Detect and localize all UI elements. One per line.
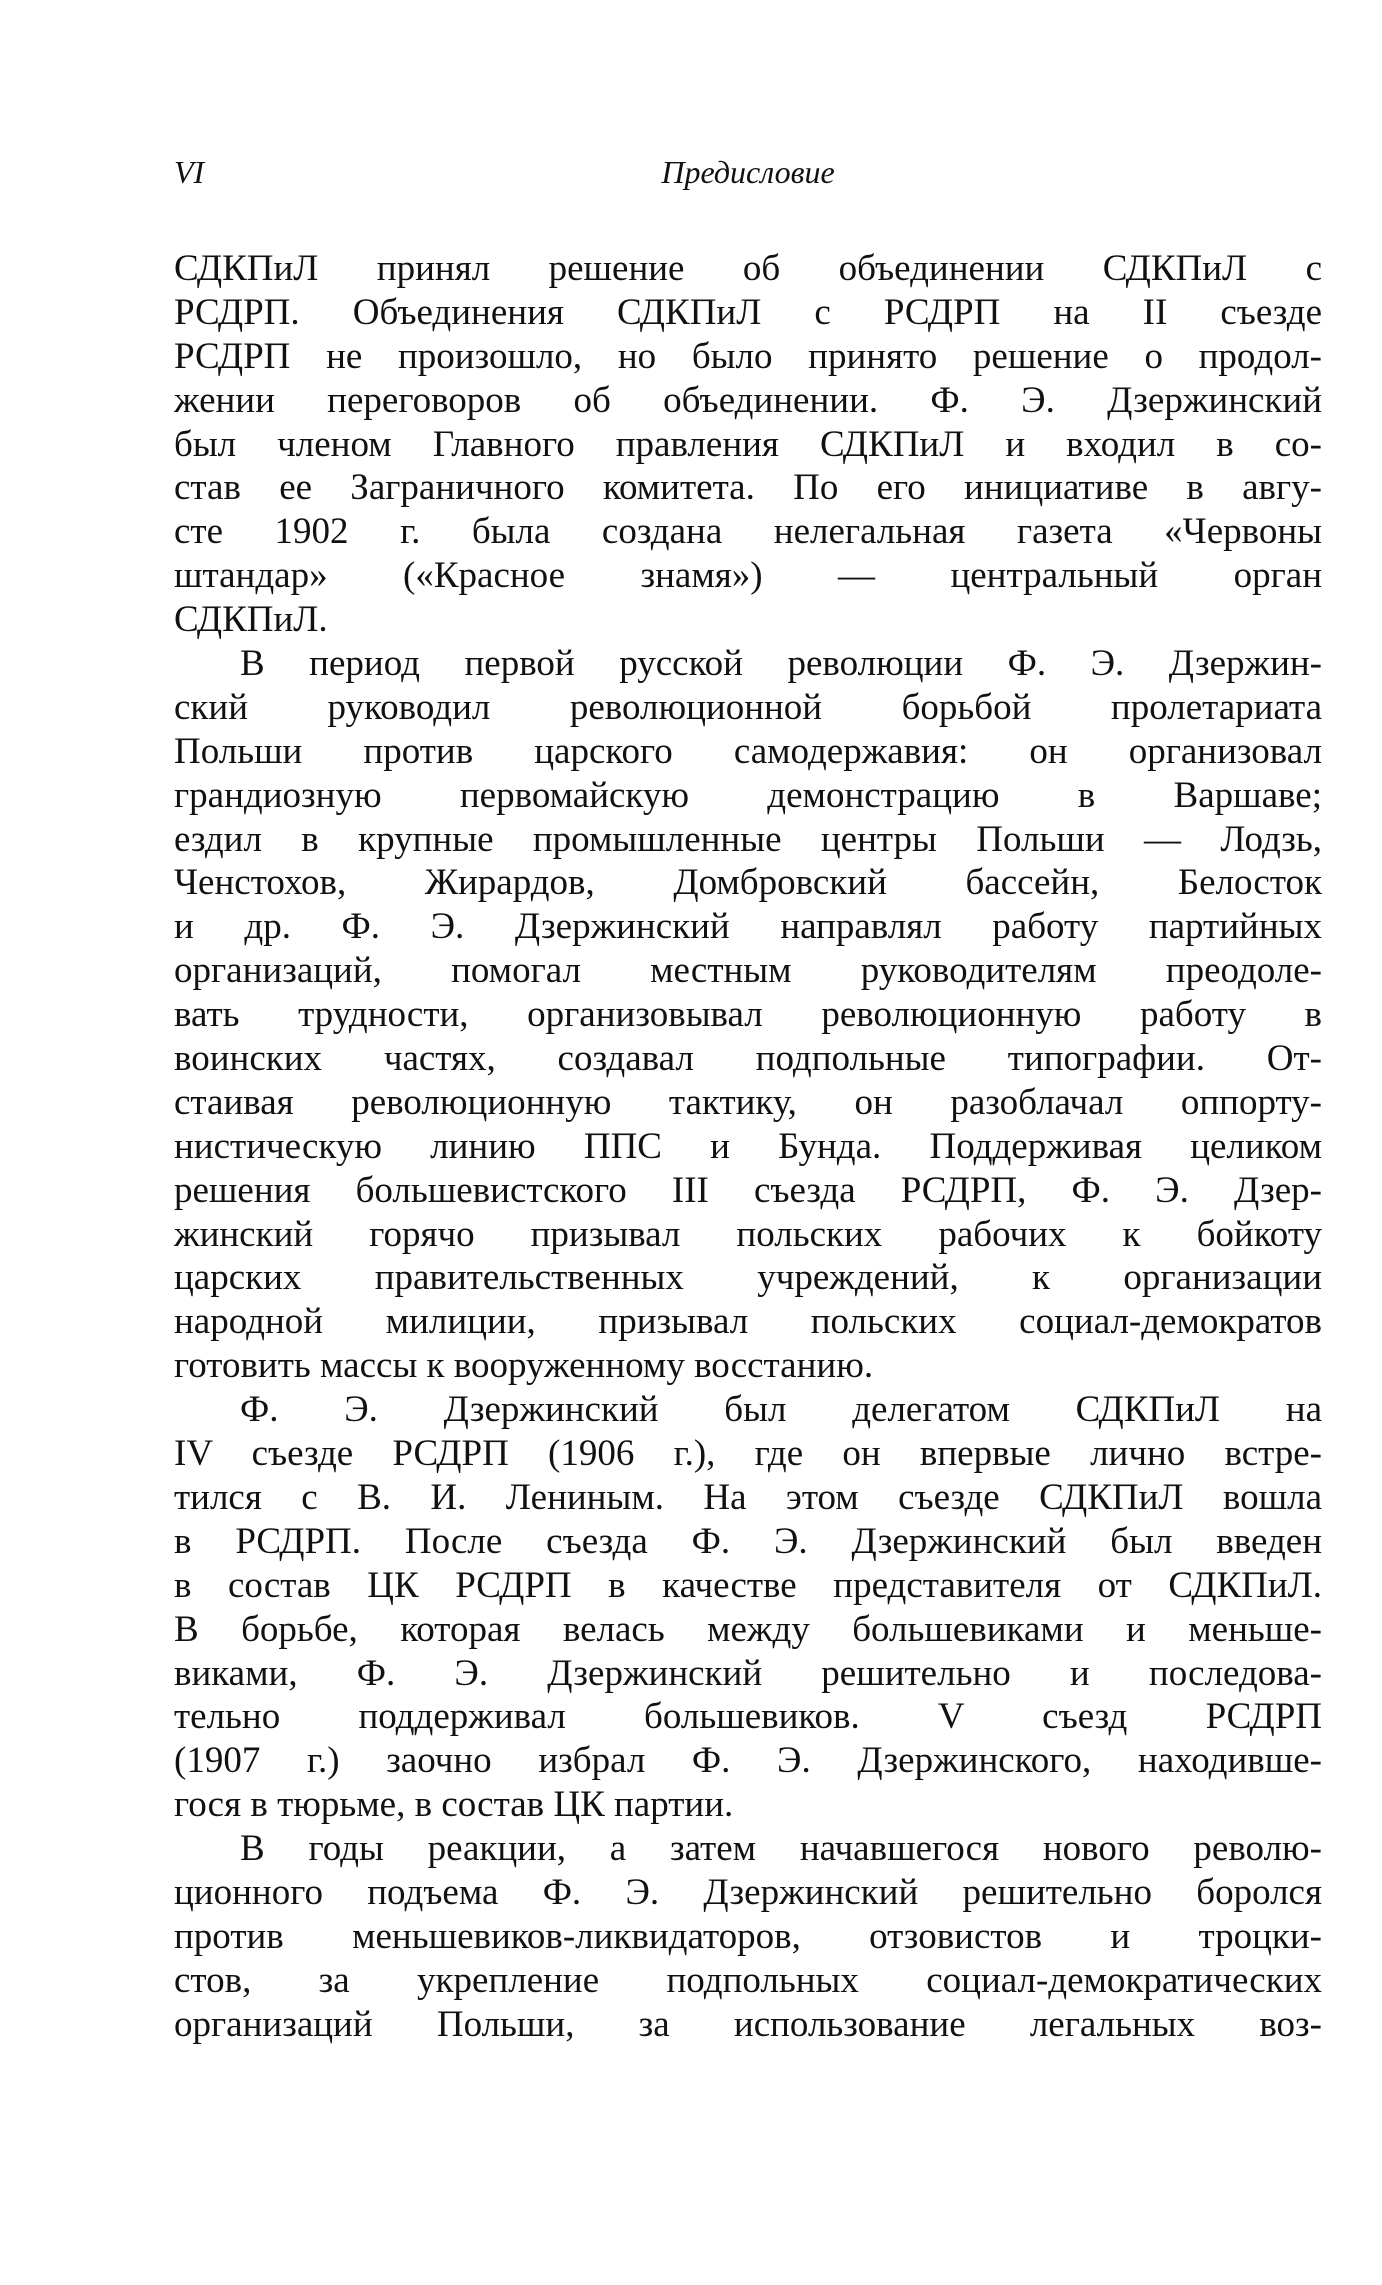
- page-number: VI: [174, 154, 205, 190]
- text-line: жинский горячо призывал польских рабочих к бойкоту: [174, 1213, 1322, 1255]
- paragraph: [174, 1827, 1322, 2046]
- text-line: гося в тюрьме, в состав ЦК партии.: [174, 1784, 734, 1826]
- text-line: в состав ЦК РСДРП в качестве представителя от СДКПиЛ.: [174, 1564, 1322, 1606]
- text-line: В борьбе, которая велась между большевиками и меньше-: [174, 1608, 1322, 1650]
- text-line: вать трудности, организовывал революционную работу в: [174, 994, 1322, 1036]
- text-line: нистическую линию ППС и Бунда. Поддерживая целиком: [174, 1125, 1322, 1167]
- text-line: В годы реакции, а затем начавшегося нового револю-: [240, 1828, 1322, 1870]
- text-line: сте 1902 г. была создана нелегальная газета «Червоны: [174, 511, 1322, 553]
- text-line: стов, за укрепление подпольных социал-демократических: [174, 1959, 1322, 2001]
- text-line: против меньшевиков-ликвидаторов, отзовистов и троцки-: [174, 1915, 1322, 1957]
- body-text: [174, 247, 1322, 2047]
- text-line: РСДРП не произошло, но было принято решение о продол-: [174, 335, 1322, 377]
- section-title: Предисловие: [661, 154, 835, 190]
- text-line: виками, Ф. Э. Дзержинский решительно и последова-: [174, 1652, 1322, 1694]
- text-line: и др. Ф. Э. Дзержинский направлял работу партийных: [174, 906, 1322, 948]
- text-line: СДКПиЛ принял решение об объединении СДКПиЛ с: [174, 248, 1322, 289]
- text-line: IV съезде РСДРП (1906 г.), где он впервые лично встре-: [174, 1433, 1322, 1475]
- text-line: в РСДРП. После съезда Ф. Э. Дзержинский был введен: [174, 1520, 1322, 1562]
- text-line: организаций, помогал местным руководителям преодоле-: [174, 950, 1322, 992]
- text-line: жении переговоров об объединении. Ф. Э. Дзержинский: [174, 379, 1322, 421]
- text-line: (1907 г.) заочно избрал Ф. Э. Дзержинского, находивше-: [174, 1740, 1322, 1782]
- text-line: тельно поддерживал большевиков. V съезд РСДРП: [174, 1696, 1322, 1738]
- text-line: был членом Главного правления СДКПиЛ и входил в со-: [174, 423, 1322, 465]
- text-line: стаивая революционную тактику, он разоблачал оппорту-: [174, 1081, 1322, 1123]
- text-line: готовить массы к вооруженному восстанию.: [174, 1345, 874, 1387]
- text-line: Ф. Э. Дзержинский был делегатом СДКПиЛ на: [240, 1389, 1322, 1431]
- paragraph: [174, 247, 1322, 642]
- paragraph: [174, 642, 1322, 1388]
- running-head: [174, 150, 1322, 200]
- paragraph: [174, 1388, 1322, 1827]
- text-line: Ченстохов, Жирардов, Домбровский бассейн, Белосток: [174, 862, 1322, 904]
- text-line: царских правительственных учреждений, к организации: [174, 1257, 1322, 1299]
- text-line: Польши против царского самодержавия: он организовал: [174, 730, 1322, 772]
- text-line: решения большевистского III съезда РСДРП, Ф. Э. Дзер-: [174, 1169, 1322, 1211]
- text-line: ский руководил революционной борьбой пролетариата: [174, 686, 1322, 728]
- text-line: став ее Заграничного комитета. По его инициативе в авгу-: [174, 467, 1322, 509]
- text-line: воинских частях, создавал подпольные типографии. От-: [174, 1038, 1322, 1080]
- text-line: народной милиции, призывал польских социал-демократов: [174, 1301, 1322, 1343]
- text-line: СДКПиЛ.: [174, 599, 328, 641]
- text-line: ездил в крупные промышленные центры Польши — Лодзь,: [174, 818, 1322, 860]
- text-line: тился с В. И. Лениным. На этом съезде СДКПиЛ вошла: [174, 1476, 1322, 1518]
- text-line: РСДРП. Объединения СДКПиЛ с РСДРП на II съезде: [174, 291, 1322, 333]
- text-line: В период первой русской революции Ф. Э. Дзержин-: [240, 643, 1322, 685]
- text-line: организаций Польши, за использование легальных воз-: [174, 2003, 1322, 2045]
- text-line: штандар» («Красное знамя») — центральный орган: [174, 555, 1322, 597]
- text-line: грандиозную первомайскую демонстрацию в Варшаве;: [174, 774, 1322, 816]
- text-line: ционного подъема Ф. Э. Дзержинский решительно боролся: [174, 1871, 1322, 1913]
